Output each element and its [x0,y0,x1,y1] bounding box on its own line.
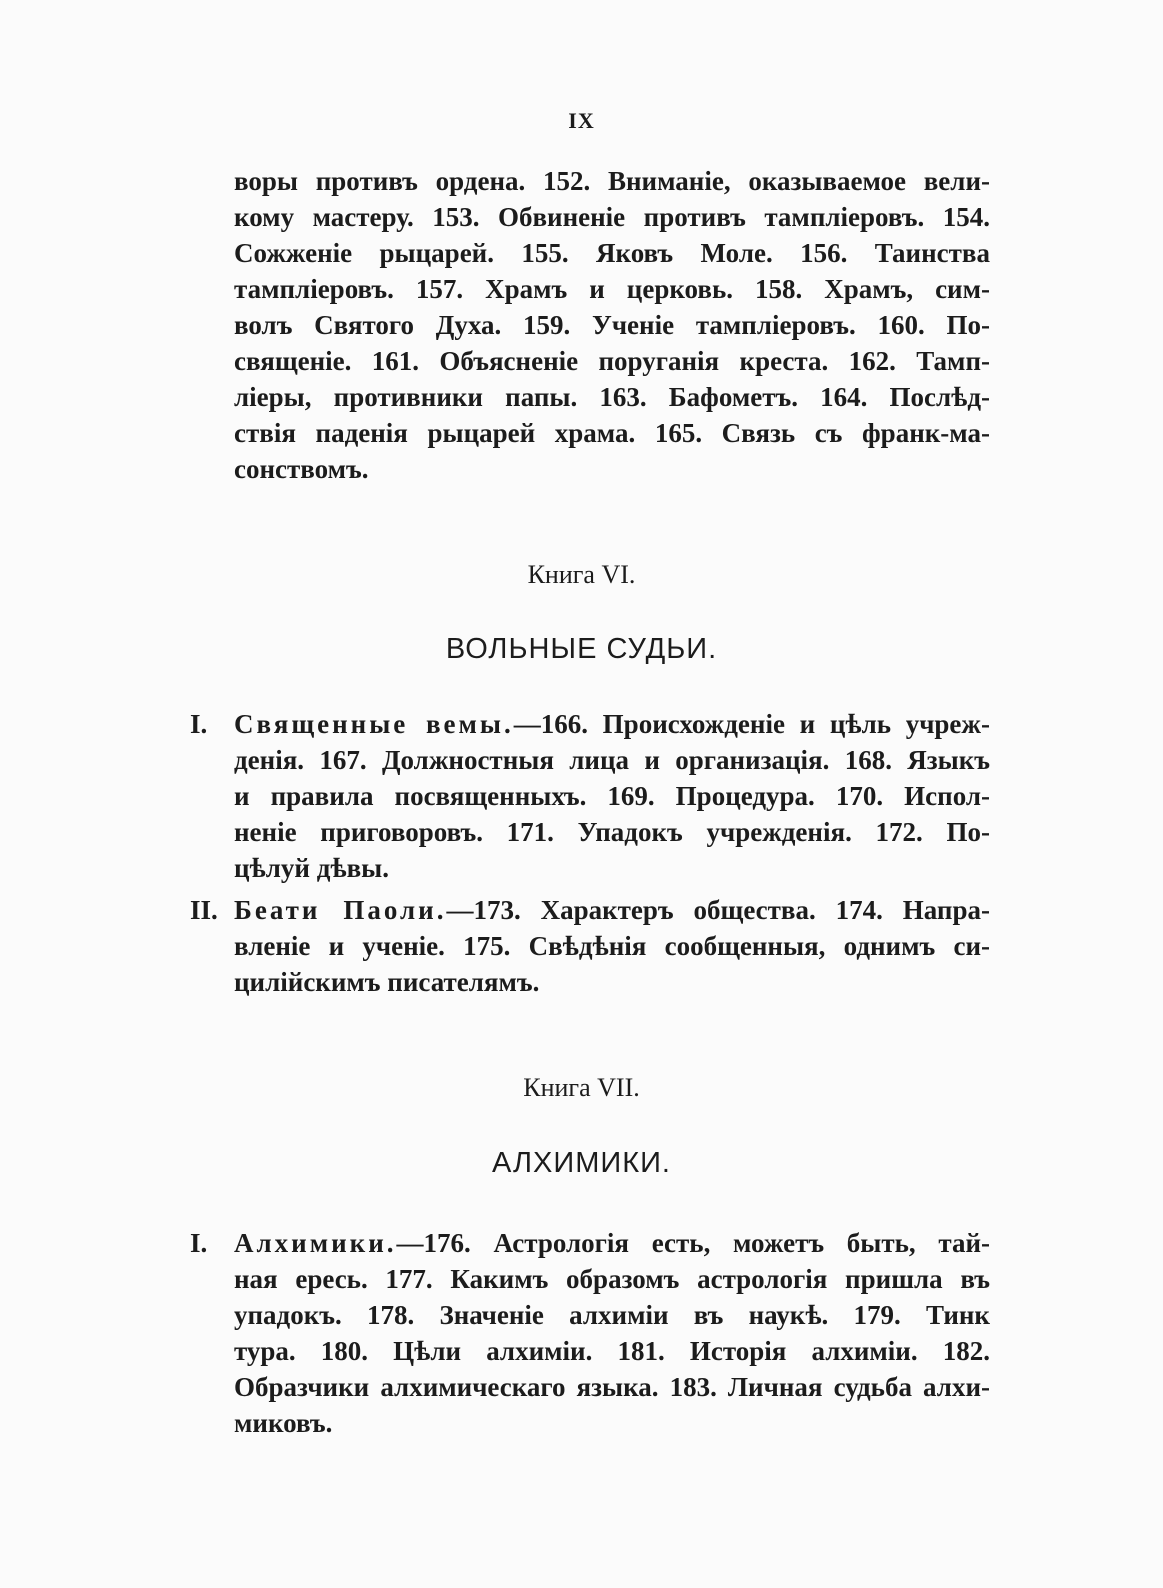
book6-title: ВОЛЬНЫЕ СУДЬИ. [445,633,718,665]
text-line: тура. 180. Цѣли алхиміи. 181. Исторія алхиміи. 182. [234,1336,990,1366]
entry-first-line [190,706,990,742]
book7-heading: Книга VII. [523,1073,640,1102]
book7-title: АЛХИМИКИ. [492,1147,671,1179]
entry-name: Беати Паоли. [234,895,447,925]
entry-number: I. [190,709,208,739]
entry-name: Священные вемы. [234,709,514,739]
book6-entry-1 [190,706,990,886]
continuation-text [234,163,990,487]
page-number: IX [568,108,595,133]
entry-number: I. [190,1228,208,1258]
book6-entry-2 [190,892,990,1000]
text-line: священіе. 161. Объясненіе поруганія креста. 162. Тамп- [234,346,990,376]
text-line: тампліеровъ. 157. Храмъ и церковь. 158. Храмъ, сим- [234,274,990,304]
text-line: Образчики алхимическаго языка. 183. Личная судьба алхи- [234,1372,990,1402]
book7-entry-1 [190,1225,990,1441]
text-line: кому мастеру. 153. Обвиненіе противъ тампліеровъ. 154. [234,202,990,232]
entry-first-rest: —166. Происхожденіе и цѣль учреж- [513,709,990,739]
text-line: миковъ. [234,1408,333,1438]
entry-first-rest: —176. Астрологія есть, можетъ быть, тай- [396,1228,990,1258]
text-line: ствія паденія рыцарей храма. 165. Связь съ франк-ма- [234,418,990,448]
text-line: вленіе и ученіе. 175. Свѣдѣнія сообщенныя, однимъ си- [234,931,990,961]
text-line: цилійскимъ писателямъ. [234,967,540,997]
text-line: упадокъ. 178. Значеніе алхиміи въ наукѣ. 179. Тинк [234,1300,990,1330]
text-line: сонствомъ. [234,454,369,484]
text-line: ная ересь. 177. Какимъ образомъ астрологія пришла въ [234,1264,990,1294]
text-line: воры противъ ордена. 152. Вниманіе, оказываемое вели- [234,166,990,196]
text-line: и правила посвященныхъ. 169. Процедура. 170. Испол- [234,781,990,811]
text-line: цѣлуй дѣвы. [234,853,389,883]
entry-first-line [190,892,990,928]
entry-name: Алхимики. [234,1228,397,1258]
text-line: денія. 167. Должностныя лица и организація. 168. Языкъ [234,745,990,775]
text-line: неніе приговоровъ. 171. Упадокъ учрежденія. 172. По- [234,817,990,847]
book6-heading: Книга VI. [527,560,636,589]
entry-number: II. [190,895,218,925]
entry-first-line [190,1225,990,1261]
text-line: волъ Святого Духа. 159. Ученіе тампліеровъ. 160. По- [234,310,990,340]
entry-first-rest: —173. Характеръ общества. 174. Напра- [446,895,990,925]
text-line: ліеры, противники папы. 163. Бафометъ. 164. Послѣд- [234,382,990,412]
text-line: Сожженіе рыцарей. 155. Яковъ Моле. 156. Таинства [234,238,990,268]
